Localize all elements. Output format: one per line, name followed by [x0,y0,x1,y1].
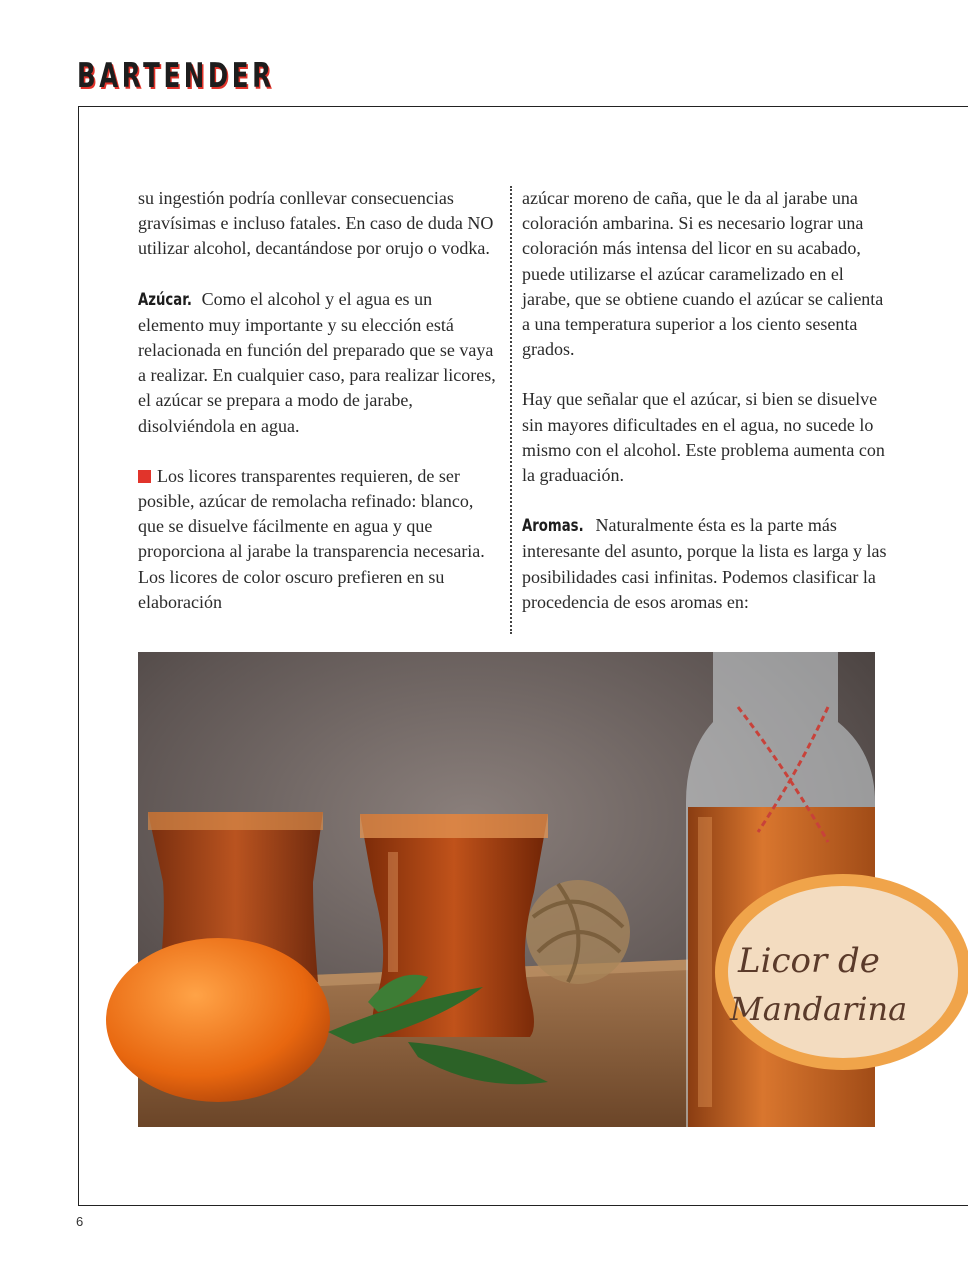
paragraph: su ingestión podría conllevar consecuencias gravísimas e incluso fatales. En caso de duda NO utilizar alcohol, decantándose por orujo o vodka. [138,188,494,259]
liqueur-photo [138,652,908,1127]
lead-aromas: Aromas. [522,516,584,537]
tag-label-line2: Mandarina [730,990,908,1028]
page-number: 6 [76,1214,84,1229]
wicker-ball-icon [526,880,630,984]
mandarin-orange-icon [106,938,330,1102]
paragraph-aromas: Aromas. Naturalmente ésta es la parte más interesante del asunto, porque la lista es larga y las posibilidades casi infinitas. Podemos clasificar la procedencia de esos aromas en: [522,515,887,612]
left-column [138,186,498,640]
tag-label-line1: Licor de [738,941,880,981]
lead-azucar: Azúcar. [138,289,192,310]
red-square-bullet-icon [138,470,151,483]
masthead-title: BARTENDER [77,56,275,96]
right-column [522,186,890,640]
paragraph: azúcar moreno de caña, que le da al jarabe una coloración ambarina. Si es necesario lograr una coloración más intensa del licor en su acabado, puede utilizarse el azúcar caramelizado en el jarabe, que se obtiene cuando el azúcar se calienta a una temperatura superior a los ciento sesenta grados. [522,188,884,360]
bottle-tag [715,874,968,1070]
column-divider [510,186,512,634]
paragraph: Hay que señalar que el azúcar, si bien se disuelve sin mayores dificultades en el agua, no sucede lo mismo con el alcohol. Este problema aumenta con la graduación. [522,389,885,486]
paragraph-bullet: Los licores transparentes requieren, de ser posible, azúcar de remolacha refinado: blanco, que se disuelve fácilmente en agua y que proporciona al jarabe la transparencia necesaria. Los licores de color oscuro prefieren en su elaboración [138,465,485,612]
paragraph-azucar: Azúcar. Como el alcohol y el agua es un elemento muy importante y su elección está relacionada en función del preparado que se vaya a realizar. En cualquier caso, para realizar licores, el azúcar se prepara a modo de jarabe, disolviéndola en agua. [138,288,496,436]
